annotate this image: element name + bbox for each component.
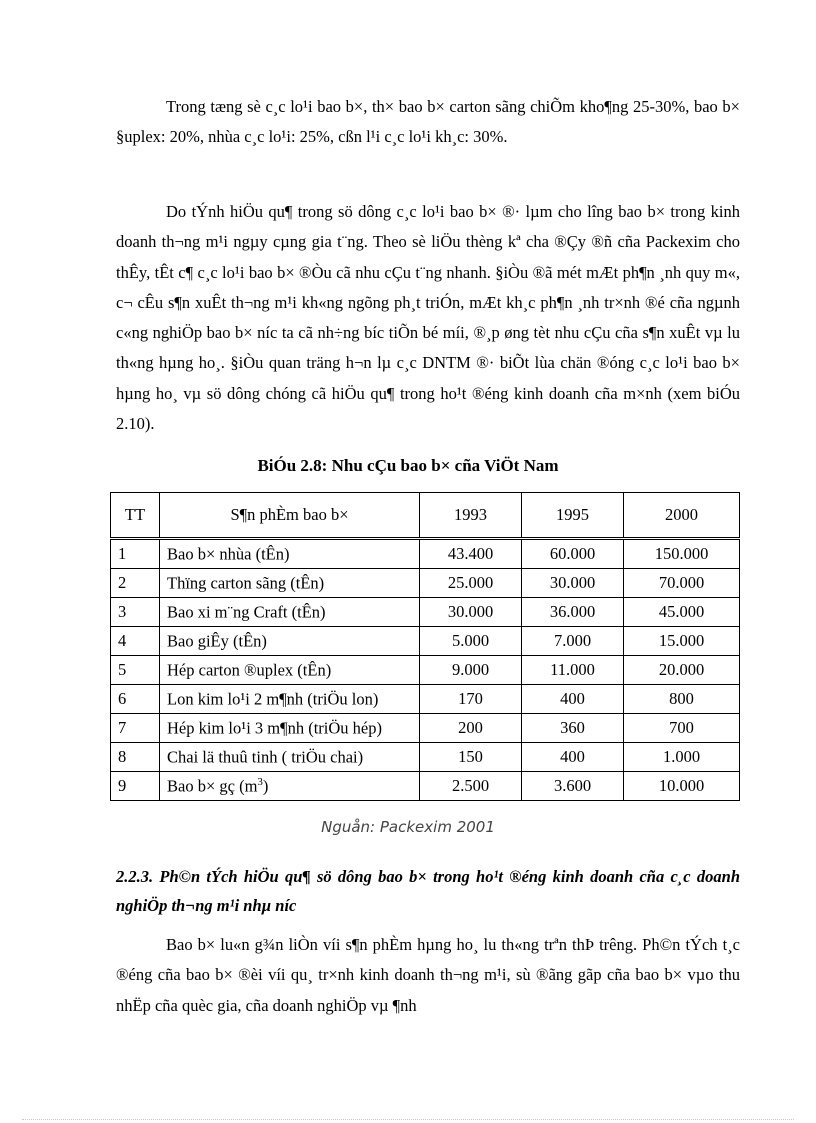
value-1993: 43.400 <box>420 539 522 569</box>
paragraph-packaging-demand: Do tÝnh hiÖu qu¶ trong sö dông c¸c lo¹i bao b× ®· lµm cho lîng bao b× trong kinh doanh th¬ng m¹i ngµy cµng gia t¨ng. Theo sè liÖu thèng kª cha ®Çy ®ñ cña Packexim cho thÊy, tÊt c¶ c¸c lo¹i bao b× ®Òu cã nhu cÇu t¨ng nhanh. §iÒu ®ã mét mÆt ph¶n ¸nh quy m«, c¬ cÊu s¶n xuÊt th¬ng m¹i kh«ng ngõng ph¸t triÓn, mÆt kh¸c ph¶n ¸nh tr×nh ®é cña ngµnh c«ng nghiÖp bao b× níc ta cã nh÷ng bíc tiÕn bé míi, ®¸p øng tèt nhu cÇu cña s¶n xuÊt vµ lu th«ng hµng ho¸. §iÒu quan träng h¬n lµ c¸c DNTM ®· biÕt lùa chän ®óng c¸c lo¹i bao b× hµng ho¸ vµ sö dông chóng cã hiÖu qu¶ trong ho¹t ®éng kinh doanh cña m×nh (xem biÓu 2.10). <box>116 202 740 434</box>
product-name: Bao b× gç $(m^3)$ <box>160 772 420 801</box>
value-1993: 170 <box>420 685 522 714</box>
value-1995: 60.000 <box>522 539 624 569</box>
value-1993: 2.500 <box>420 772 522 801</box>
paragraph-closing: Bao b× lu«n g¾n liÒn víi s¶n phÈm hµng ho¸ lu th«ng trªn thÞ trêng. Ph©n tÝch t¸c ®éng cña bao b× ®èi víi qu¸ tr×nh kinh doanh th¬ng m¹i, sù ®ãng gãp cña bao b× vµo thu nhËp cña quèc gia, cña doanh nghiÖp vµ ¶nh <box>116 935 740 1015</box>
section-heading: 2.2.3. Ph©n tÝch hiÖu qu¶ sö dông bao b× trong ho¹t ®éng kinh doanh cña c¸c doanh nghiÖp th¬ng m¹i nhµ níc <box>116 867 740 915</box>
value-1993: 200 <box>420 714 522 743</box>
header-2000: 2000 <box>624 493 740 539</box>
row-number: 5 <box>111 656 160 685</box>
row-number: 3 <box>111 598 160 627</box>
row-number: 7 <box>111 714 160 743</box>
value-1995: 36.000 <box>522 598 624 627</box>
value-2000: 1.000 <box>624 743 740 772</box>
table-row <box>111 685 740 714</box>
product-name: Hép carton ®uplex (tÊn) <box>160 656 420 685</box>
row-number: 4 <box>111 627 160 656</box>
table-row <box>111 598 740 627</box>
page-bottom-divider <box>22 1119 794 1120</box>
row-number: 6 <box>111 685 160 714</box>
value-1995: 400 <box>522 743 624 772</box>
product-name: Lon kim lo¹i 2 m¶nh (triÖu lon) <box>160 685 420 714</box>
value-2000: 70.000 <box>624 569 740 598</box>
row-number: 9 <box>111 772 160 801</box>
value-1995: 30.000 <box>522 569 624 598</box>
value-1995: 11.000 <box>522 656 624 685</box>
value-1993: 5.000 <box>420 627 522 656</box>
product-name: Thïng carton sãng (tÊn) <box>160 569 420 598</box>
table-source: Nguån: Packexim 2001 <box>321 818 495 836</box>
header-1995: 1995 <box>522 493 624 539</box>
value-1995: 360 <box>522 714 624 743</box>
value-1993: 30.000 <box>420 598 522 627</box>
value-2000: 150.000 <box>624 539 740 569</box>
product-name: Chai lä thuû tinh ( triÖu chai) <box>160 743 420 772</box>
table-row <box>111 656 740 685</box>
table-row <box>111 743 740 772</box>
table-row <box>111 539 740 569</box>
table-row <box>111 714 740 743</box>
paragraph-packaging-share: Trong tæng sè c¸c lo¹i bao b×, th× bao b× carton sãng chiÕm kho¶ng 25-30%, bao b× §uplex: 20%, nhùa c¸c lo¹i: 25%, cßn l¹i c¸c lo¹i kh¸c: 30%. <box>116 97 740 147</box>
packaging-demand-table <box>110 492 740 801</box>
value-2000: 10.000 <box>624 772 740 801</box>
value-2000: 800 <box>624 685 740 714</box>
product-name: Bao giÊy (tÊn) <box>160 627 420 656</box>
header-product: S¶n phÈm bao b× <box>160 493 420 539</box>
product-name: Hép kim lo¹i 3 m¶nh (triÖu hép) <box>160 714 420 743</box>
row-number: 2 <box>111 569 160 598</box>
value-1995: 400 <box>522 685 624 714</box>
value-1995: 3.600 <box>522 772 624 801</box>
table-row <box>111 569 740 598</box>
value-2000: 15.000 <box>624 627 740 656</box>
table-row <box>111 627 740 656</box>
value-2000: 45.000 <box>624 598 740 627</box>
header-1993: 1993 <box>420 493 522 539</box>
product-name: Bao xi m¨ng Craft (tÊn) <box>160 598 420 627</box>
table-header-row <box>111 493 740 539</box>
table-row <box>111 772 740 801</box>
table-caption: BiÓu 2.8: Nhu cÇu bao b× cña ViÖt Nam <box>257 456 559 475</box>
row-number: 8 <box>111 743 160 772</box>
value-1993: 25.000 <box>420 569 522 598</box>
value-1993: 9.000 <box>420 656 522 685</box>
row-number: 1 <box>111 539 160 569</box>
value-2000: 700 <box>624 714 740 743</box>
value-1995: 7.000 <box>522 627 624 656</box>
product-name: Bao b× nhùa (tÊn) <box>160 539 420 569</box>
value-1993: 150 <box>420 743 522 772</box>
value-2000: 20.000 <box>624 656 740 685</box>
header-tt: TT <box>111 493 160 539</box>
